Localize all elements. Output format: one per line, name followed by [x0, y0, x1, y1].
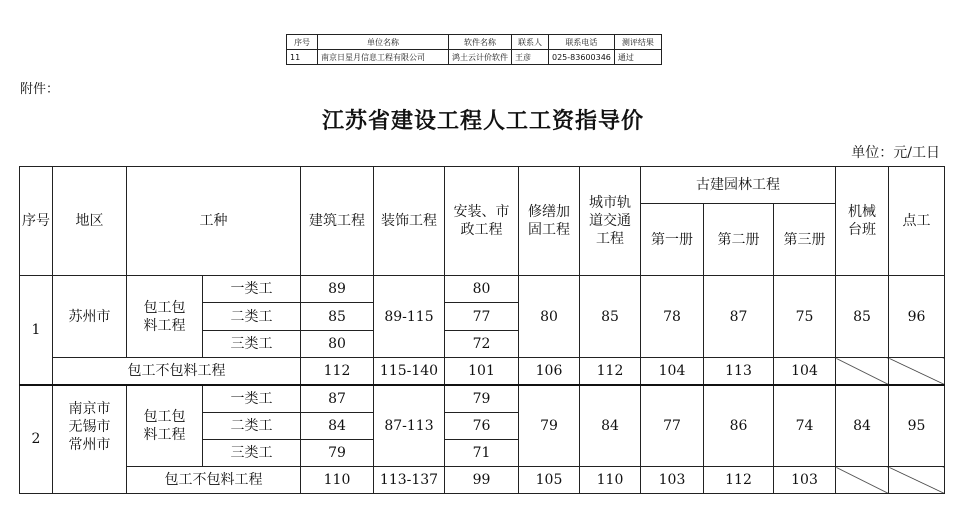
header-building: 建筑工程: [301, 167, 374, 276]
empty-diagonal-cell: [889, 467, 945, 494]
header-seq: 序号: [20, 167, 53, 276]
evaluation-result-table: [286, 34, 662, 65]
contract-label: 包工包料工程: [127, 276, 203, 358]
reinforce-value: 79: [519, 385, 580, 467]
header-work-type: 工种: [127, 167, 301, 276]
eval-seq: 11: [287, 50, 318, 65]
building-value: 85: [301, 303, 374, 331]
decoration-value: 89-115: [374, 276, 445, 358]
header-spot-work: 点工: [889, 167, 945, 276]
building-value: 87: [301, 385, 374, 413]
eval-phone: 025-83600346: [549, 50, 615, 65]
grade-name: 一类工: [203, 276, 301, 303]
labor-only-label: 包工不包料工程: [53, 358, 301, 385]
empty-diagonal-cell: [836, 467, 889, 494]
rail-value: 84: [580, 385, 641, 467]
rail-value: 110: [580, 467, 641, 494]
eval-software: 鸿土云计价软件: [449, 50, 512, 65]
group-region: 南京市无锡市常州市: [53, 385, 127, 494]
header-decoration: 装饰工程: [374, 167, 445, 276]
rail-value: 85: [580, 276, 641, 358]
eval-header-contact: 联系人: [512, 35, 549, 50]
grade-name: 一类工: [203, 385, 301, 413]
volume-3-value: 104: [774, 358, 836, 385]
group-region: 苏州市: [53, 276, 127, 358]
eval-header-software: 软件名称: [449, 35, 512, 50]
table-row: [20, 385, 945, 413]
volume-3-value: 74: [774, 385, 836, 467]
header-reinforce: 修缮加固工程: [519, 167, 580, 276]
volume-2-value: 87: [704, 276, 774, 358]
header-install-municipal: 安装、市政工程: [445, 167, 519, 276]
eval-header-unit-name: 单位名称: [318, 35, 449, 50]
volume-1-value: 104: [641, 358, 704, 385]
header-ancient-garden: 古建园林工程: [641, 167, 836, 204]
grade-name: 三类工: [203, 440, 301, 467]
reinforce-value: 106: [519, 358, 580, 385]
building-value: 80: [301, 331, 374, 358]
install-value: 79: [445, 385, 519, 413]
spot-work-value: 95: [889, 385, 945, 467]
empty-diagonal-cell: [836, 358, 889, 385]
decoration-value: 113-137: [374, 467, 445, 494]
install-value: 101: [445, 358, 519, 385]
table-row: [20, 358, 945, 385]
install-value: 72: [445, 331, 519, 358]
header-region: 地区: [53, 167, 127, 276]
unit-label: 单位：元/工日: [851, 145, 940, 161]
grade-name: 二类工: [203, 413, 301, 440]
grade-name: 二类工: [203, 303, 301, 331]
volume-1-value: 103: [641, 467, 704, 494]
building-value: 112: [301, 358, 374, 385]
empty-diagonal-cell: [889, 358, 945, 385]
volume-3-value: 103: [774, 467, 836, 494]
building-value: 110: [301, 467, 374, 494]
labor-only-label: 包工不包料工程: [127, 467, 301, 494]
install-value: 76: [445, 413, 519, 440]
eval-header-result: 测评结果: [614, 35, 661, 50]
eval-contact: 王彦: [512, 50, 549, 65]
install-value: 71: [445, 440, 519, 467]
install-value: 80: [445, 276, 519, 303]
header-machinery: 机械台班: [836, 167, 889, 276]
evaluation-header-row: [287, 35, 662, 50]
group-seq: 1: [20, 276, 53, 385]
volume-1-value: 78: [641, 276, 704, 358]
header-volume-2: 第二册: [704, 204, 774, 276]
volume-2-value: 86: [704, 385, 774, 467]
header-volume-1: 第一册: [641, 204, 704, 276]
rail-value: 112: [580, 358, 641, 385]
volume-2-value: 112: [704, 467, 774, 494]
building-value: 84: [301, 413, 374, 440]
reinforce-value: 105: [519, 467, 580, 494]
attachment-label: 附件：: [20, 82, 60, 97]
document-title: 江苏省建设工程人工工资指导价: [321, 108, 644, 134]
group-seq: 2: [20, 385, 53, 494]
spot-work-value: 96: [889, 276, 945, 358]
machinery-value: 84: [836, 385, 889, 467]
eval-header-phone: 联系电话: [549, 35, 615, 50]
wage-guide-table: [19, 166, 945, 494]
eval-unit-name: 南京日星月信息工程有限公司: [318, 50, 449, 65]
evaluation-data-row: [287, 50, 662, 65]
volume-1-value: 77: [641, 385, 704, 467]
header-volume-3: 第三册: [774, 204, 836, 276]
building-value: 79: [301, 440, 374, 467]
header-rail-transit: 城市轨道交通工程: [580, 167, 641, 276]
reinforce-value: 80: [519, 276, 580, 358]
header-row-1: [20, 167, 945, 204]
table-row: [20, 276, 945, 303]
install-value: 77: [445, 303, 519, 331]
eval-header-seq: 序号: [287, 35, 318, 50]
contract-label: 包工包料工程: [127, 385, 203, 467]
decoration-value: 115-140: [374, 358, 445, 385]
install-value: 99: [445, 467, 519, 494]
volume-2-value: 113: [704, 358, 774, 385]
eval-result: 通过: [614, 50, 661, 65]
table-row: [20, 467, 945, 494]
decoration-value: 87-113: [374, 385, 445, 467]
building-value: 89: [301, 276, 374, 303]
machinery-value: 85: [836, 276, 889, 358]
volume-3-value: 75: [774, 276, 836, 358]
grade-name: 三类工: [203, 331, 301, 358]
